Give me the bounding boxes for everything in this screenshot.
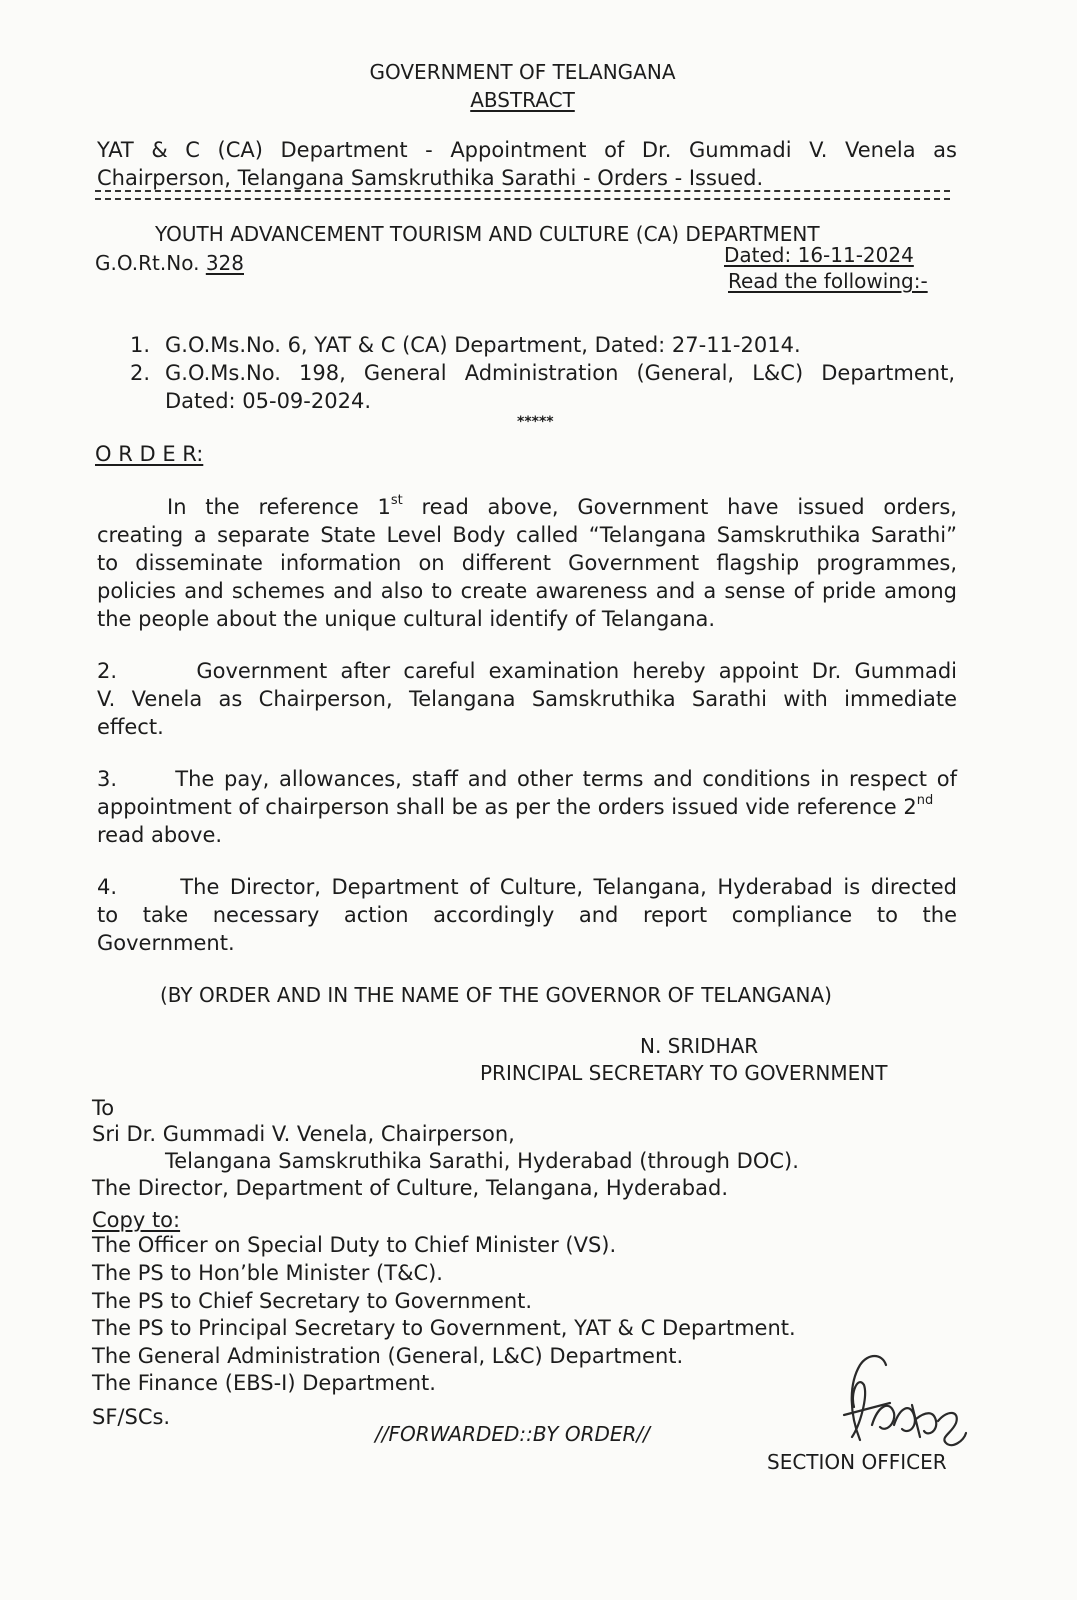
signature-icon	[820, 1345, 980, 1455]
paragraph-3-line-1: 3. The pay, allowances, staff and other terms and conditions in respect of	[97, 767, 957, 791]
go-prefix: G.O.Rt.No.	[95, 251, 200, 275]
reference-2-text: G.O.Ms.No. 198, General Administration (General, L&C) Department,	[165, 361, 955, 385]
copy-to-item: The PS to Chief Secretary to Government.	[92, 1289, 533, 1313]
subject-line-1: YAT & C (CA) Department - Appointment of Dr. Gummadi V. Venela as	[97, 138, 957, 162]
paragraph-1-line-2: creating a separate State Level Body called “Telangana Samskruthika Sarathi”	[97, 523, 957, 547]
p3-text-a: appointment of chairperson shall be as per the orders issued vide reference 2	[97, 795, 917, 819]
section-officer-label: SECTION OFFICER	[767, 1450, 947, 1474]
to-recipient-2: The Director, Department of Culture, Telangana, Hyderabad.	[92, 1176, 728, 1200]
copy-to-label: Copy to:	[92, 1208, 181, 1232]
to-label: To	[92, 1096, 115, 1120]
signatory-title: PRINCIPAL SECRETARY TO GOVERNMENT	[480, 1061, 888, 1085]
copy-to-item: The PS to Hon’ble Minister (T&C).	[92, 1261, 443, 1285]
reference-2-date: Dated: 05-09-2024.	[165, 389, 371, 413]
p1-superscript: st	[390, 493, 403, 508]
paragraph-4-line-2: to take necessary action accordingly and report compliance to the	[97, 903, 957, 927]
paragraph-2-line-1: 2. Government after careful examination hereby appoint Dr. Gummadi	[97, 659, 957, 683]
go-number: 328	[205, 251, 244, 275]
reference-1-number: 1.	[130, 333, 151, 357]
copy-to-item: The Officer on Special Duty to Chief Minister (VS).	[92, 1233, 617, 1257]
government-title: GOVERNMENT OF TELANGANA	[369, 60, 676, 84]
copy-to-item: The PS to Principal Secretary to Government, YAT & C Department.	[92, 1316, 796, 1340]
divider	[95, 190, 950, 200]
to-recipient-1: Sri Dr. Gummadi V. Venela, Chairperson,	[92, 1122, 515, 1146]
p1-text-a: In the reference 1	[167, 495, 391, 519]
read-the-following: Read the following:-	[728, 269, 928, 293]
paragraph-2-line-3: effect.	[97, 715, 164, 739]
paragraph-4-line-3: Government.	[97, 931, 235, 955]
paragraph-1-line-5: the people about the unique cultural identify of Telangana.	[97, 607, 716, 631]
abstract-heading: ABSTRACT	[470, 88, 575, 112]
paragraph-2-line-2: V. Venela as Chairperson, Telangana Samskruthika Sarathi with immediate	[97, 687, 957, 711]
copy-to-item: The General Administration (General, L&C) Department.	[92, 1344, 684, 1368]
department-heading: YOUTH ADVANCEMENT TOURISM AND CULTURE (CA) DEPARTMENT	[155, 222, 820, 246]
copy-to-item: SF/SCs.	[92, 1405, 171, 1429]
reference-1-text: G.O.Ms.No. 6, YAT & C (CA) Department, Dated: 27-11-2014.	[165, 333, 801, 357]
reference-2-number: 2.	[130, 361, 151, 385]
p3-superscript: nd	[916, 793, 934, 808]
p1-text-b: read above, Government have issued orders,	[402, 495, 957, 519]
paragraph-1-line-1	[97, 493, 957, 521]
separator-stars: *****	[517, 414, 554, 430]
forwarded-by-order: //FORWARDED::BY ORDER//	[375, 1422, 650, 1446]
paragraph-1-line-3: to disseminate information on different Government flagship programmes,	[97, 551, 957, 575]
signatory-name: N. SRIDHAR	[640, 1034, 759, 1058]
paragraph-3-line-3: read above.	[97, 823, 223, 847]
order-date: Dated: 16-11-2024	[724, 243, 914, 267]
order-heading: O R D E R:	[95, 442, 204, 466]
go-number-label	[95, 251, 244, 275]
copy-to-item: The Finance (EBS-I) Department.	[92, 1371, 436, 1395]
paragraph-1-line-4: policies and schemes and also to create awareness and a sense of pride among	[97, 579, 957, 603]
to-recipient-1-address: Telangana Samskruthika Sarathi, Hyderabad (through DOC).	[165, 1149, 799, 1173]
subject-line-2: Chairperson, Telangana Samskruthika Sarathi - Orders - Issued.	[97, 166, 764, 190]
by-order-statement: (BY ORDER AND IN THE NAME OF THE GOVERNOR OF TELANGANA)	[160, 983, 832, 1007]
paragraph-4-line-1: 4. The Director, Department of Culture, Telangana, Hyderabad is directed	[97, 875, 957, 899]
paragraph-3-line-2	[97, 793, 957, 821]
